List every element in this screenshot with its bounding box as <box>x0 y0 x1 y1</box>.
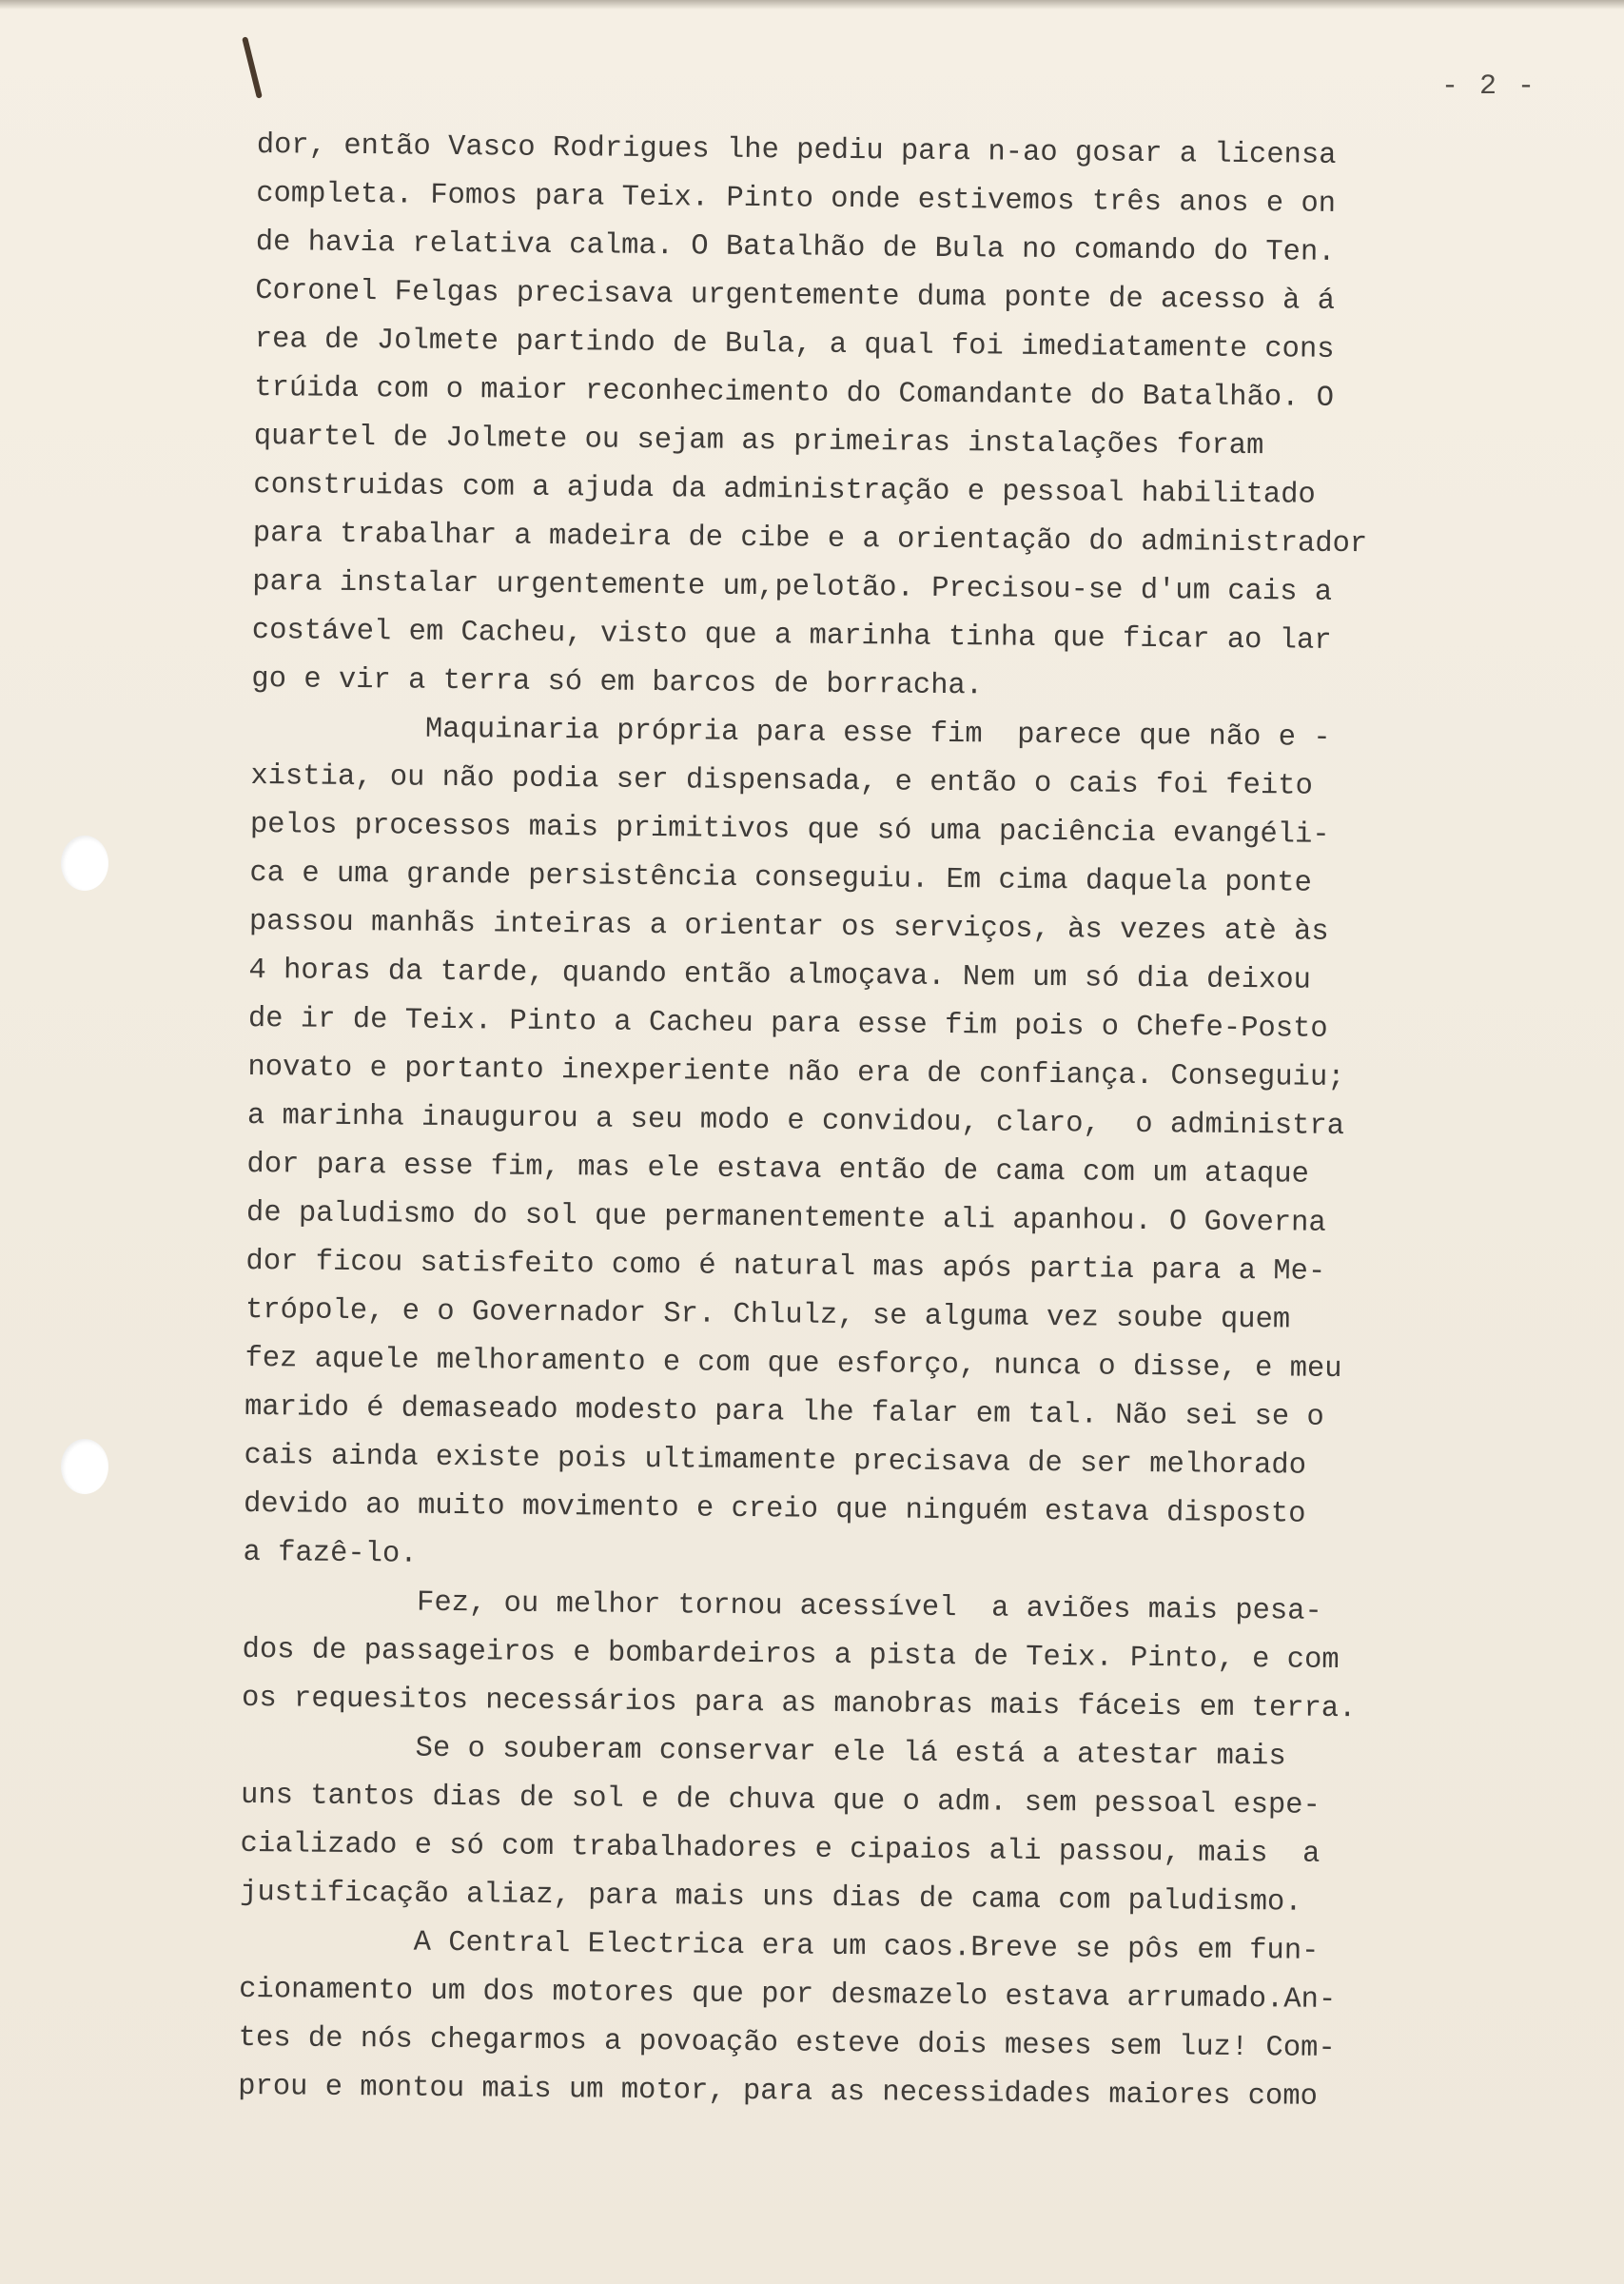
paragraph-p3 <box>242 1578 1479 1735</box>
text-line: passou manhãs inteiras a orientar os serviços, às vezes atè às <box>248 905 1329 949</box>
page-number: - 2 - <box>1440 70 1536 103</box>
text-line: dor ficou satisfeito como é natural mas após partia para a Me- <box>245 1245 1326 1289</box>
text-line: cionamento um dos motores que por desmazelo estava arrumado.An- <box>238 1973 1337 2017</box>
text-line: para instalar urgentemente um,pelotão. Precisou-se d'um cais a <box>252 565 1333 609</box>
text-line: construidas com a ajuda da administração e pessoal habilitado <box>253 468 1316 512</box>
text-line: dor para esse fim, mas ele estava então de cama com um ataque <box>246 1148 1310 1191</box>
text-line: de havia relativa calma. O Batalhão de Bula no comando do Ten. <box>255 226 1336 269</box>
text-line: os requesitos necessários para as manobras mais fáceis em terra. <box>241 1682 1357 1726</box>
text-line: Maquinaria própria para esse fim parece que não e - <box>250 711 1331 755</box>
text-line: cais ainda existe pois ultimamente precisava de ser melhorado <box>244 1439 1307 1483</box>
paragraph-p1 <box>251 122 1494 716</box>
paragraph-p5 <box>238 1918 1477 2123</box>
text-line: Coronel Felgas precisava urgentemente duma ponte de acesso à á <box>255 274 1336 318</box>
text-line: tes de nós chegarmos a povoação esteve dois meses sem luz! Com- <box>238 2021 1336 2065</box>
text-line: a fazê-lo. <box>243 1536 418 1571</box>
text-line: novato e portanto inexperiente não era de confiança. Conseguiu; <box>247 1051 1345 1095</box>
text-line: costável em Cacheu, visto que a marinha tinha que ficar ao lar <box>251 614 1332 658</box>
punch-hole-top <box>61 836 108 891</box>
text-line: trúida com o maior reconhecimento do Comandante do Batalhão. O <box>254 371 1335 415</box>
page-top-edge <box>0 0 1624 10</box>
text-line: marido é demaseado modesto para lhe falar em tal. Não sei se o <box>244 1390 1324 1434</box>
paragraph-p2 <box>243 704 1488 1589</box>
text-line: dos de passageiros e bombardeiros a pista de Teix. Pinto, e com <box>242 1633 1340 1677</box>
text-line: Se o souberam conservar ele lá está a atestar mais <box>241 1730 1286 1774</box>
text-line: cializado e só com trabalhadores e cipaios ali passou, mais a <box>240 1827 1321 1871</box>
text-line: ca e uma grande persistência conseguiu. Em cima daquela ponte <box>249 856 1313 900</box>
text-line: rea de Jolmete partindo de Bula, a qual foi imediatamente cons <box>254 323 1335 366</box>
text-line: prou e montou mais um motor, para as necessidades maiores como <box>238 2070 1319 2114</box>
text-line: go e vir a terra só em barcos de borracha. <box>251 662 984 703</box>
text-line: trópole, e o Governador Sr. Chlulz, se alguma vez soube quem <box>245 1293 1291 1337</box>
text-line: 4 horas da tarde, quando então almoçava. Nem um só dia deixou <box>248 954 1312 997</box>
typed-body-text <box>238 122 1494 2123</box>
text-line: quartel de Jolmete ou sejam as primeiras instalações foram <box>253 420 1264 463</box>
punch-hole-bottom <box>61 1439 108 1494</box>
text-line: pelos processos mais primitivos que só uma paciência evangéli- <box>249 808 1330 852</box>
text-line: dor, então Vasco Rodrigues lhe pediu para n-ao gosar a licensa <box>256 128 1337 172</box>
text-line: justificação aliaz, para mais uns dias de cama com paludismo. <box>239 1876 1302 1920</box>
paragraph-p4 <box>240 1723 1478 1929</box>
text-line: xistia, ou não podia ser dispensada, e então o cais foi feito <box>250 759 1313 803</box>
text-line: de ir de Teix. Pinto a Cacheu para esse fim pois o Chefe-Posto <box>247 1002 1328 1046</box>
text-line: de paludismo do sol que permanentemente ali apanhou. O Governa <box>245 1196 1326 1240</box>
text-line: para trabalhar a madeira de cibe e a orientação do administrador <box>252 517 1368 561</box>
text-line: Fez, ou melhor tornou acessível a aviões mais pesa- <box>242 1585 1322 1628</box>
text-line: A Central Electrica era um caos.Breve se pôs em fun- <box>239 1924 1320 1968</box>
text-line: fez aquele melhoramento e com que esforço, nunca o disse, e meu <box>245 1342 1342 1387</box>
text-line: completa. Fomos para Teix. Pinto onde estivemos três anos e on <box>256 177 1337 221</box>
text-line: devido ao muito movimento e creio que ninguém estava disposto <box>243 1487 1306 1531</box>
text-line: a marinha inaugurou a seu modo e convidou, claro, o administra <box>246 1099 1345 1144</box>
text-line: uns tantos dias de sol e de chuva que o adm. sem pessoal espe- <box>240 1779 1321 1822</box>
pen-mark <box>242 36 263 98</box>
